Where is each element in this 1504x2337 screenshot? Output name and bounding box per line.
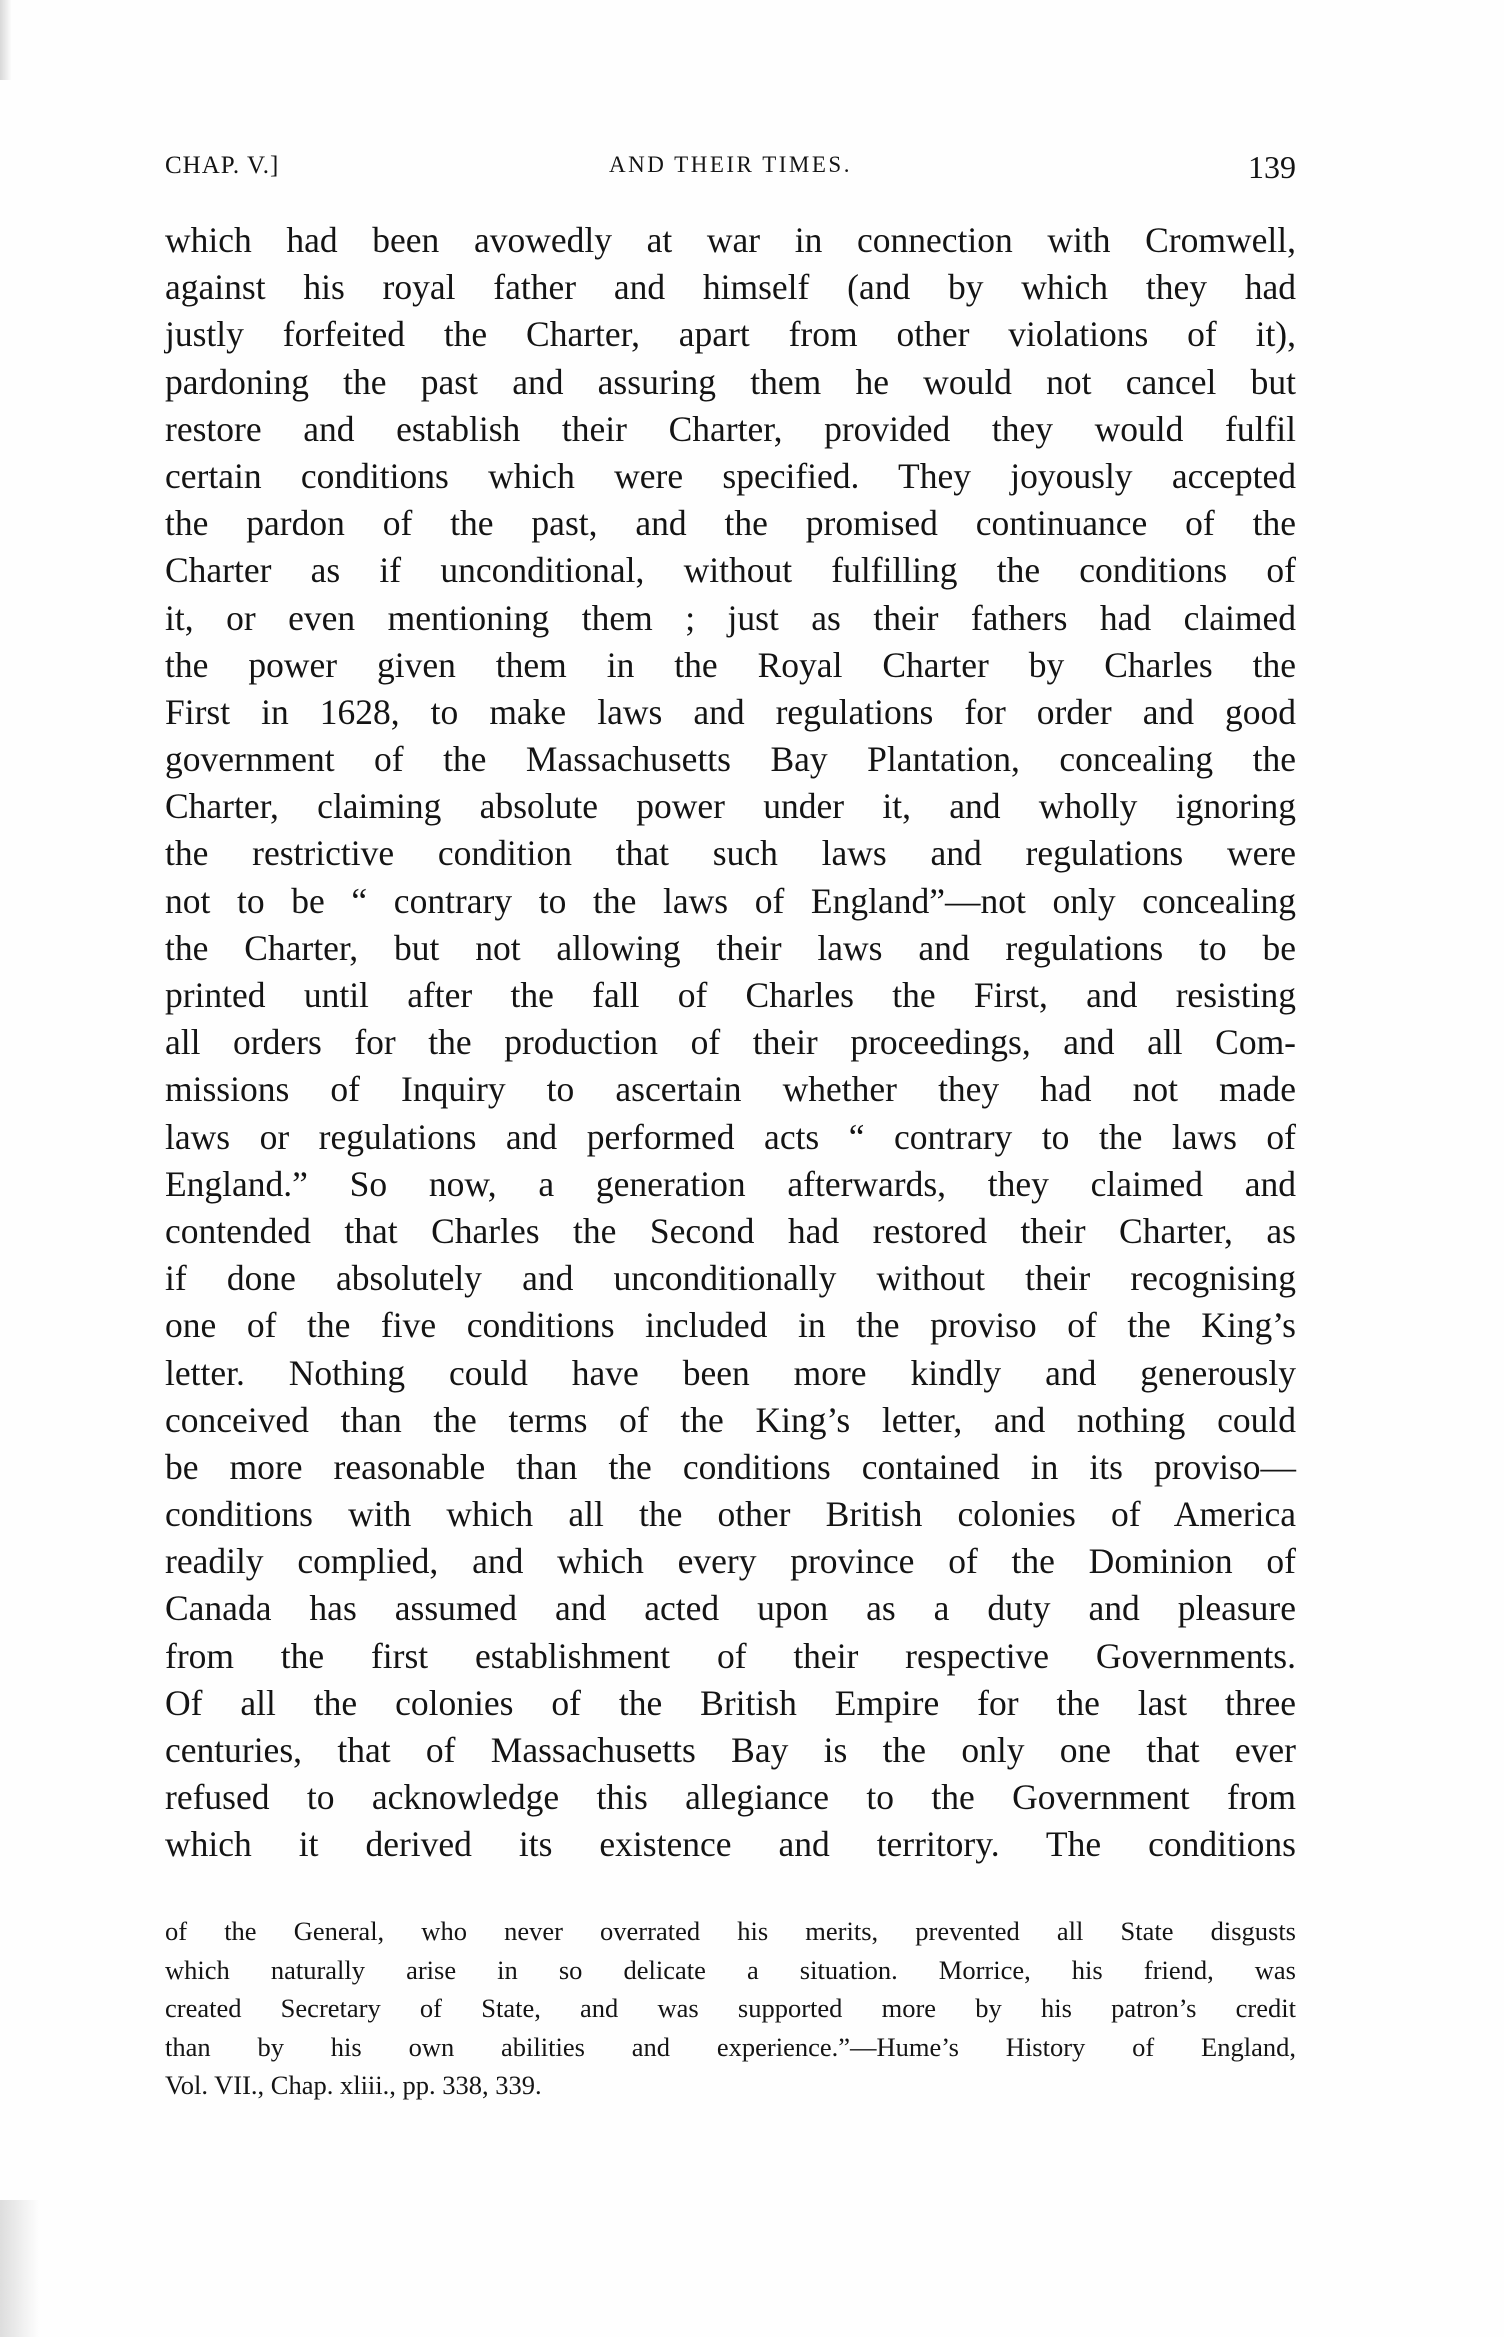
running-head bbox=[165, 149, 1296, 192]
footnote-line: created Secretary of State, and was supported more by his patron’s credit bbox=[165, 1993, 1296, 2024]
scan-edge-shadow-bottom bbox=[0, 2200, 40, 2337]
body-line: Charter, claiming absolute power under it, and wholly ignoring bbox=[165, 786, 1296, 827]
body-line: readily complied, and which every province of the Dominion of bbox=[165, 1541, 1296, 1582]
body-text bbox=[165, 217, 1296, 1869]
body-line: conceived than the terms of the King’s letter, and nothing could bbox=[165, 1399, 1296, 1440]
body-line: missions of Inquiry to ascertain whether they had not made bbox=[165, 1069, 1296, 1110]
body-line: from the first establishment of their respective Governments. bbox=[165, 1635, 1296, 1676]
body-line: one of the five conditions included in the proviso of the King’s bbox=[165, 1305, 1296, 1346]
body-line: which had been avowedly at war in connection with Cromwell, bbox=[165, 220, 1296, 260]
body-line: contended that Charles the Second had restored their Charter, as bbox=[165, 1210, 1296, 1251]
body-line: Canada has assumed and acted upon as a duty and pleasure bbox=[165, 1588, 1296, 1629]
body-line: all orders for the production of their proceedings, and all Com- bbox=[165, 1022, 1296, 1063]
body-line: the Charter, but not allowing their laws and regulations to be bbox=[165, 927, 1296, 968]
body-line: England.” So now, a generation afterwards, they claimed and bbox=[165, 1163, 1296, 1204]
body-line: First in 1628, to make laws and regulations for order and good bbox=[165, 691, 1296, 732]
body-line: against his royal father and himself (and by which they had bbox=[165, 267, 1296, 308]
body-line: printed until after the fall of Charles the First, and resisting bbox=[165, 975, 1296, 1015]
body-line: refused to acknowledge this allegiance to the Government from bbox=[165, 1777, 1296, 1818]
footnote bbox=[165, 1912, 1296, 2105]
chapter-label: CHAP. V.] bbox=[165, 152, 280, 179]
body-line: pardoning the past and assuring them he would not cancel but bbox=[165, 361, 1296, 402]
scan-edge-shadow-top bbox=[0, 0, 12, 80]
footnote-line: than by his own abilities and experience.”—Hume’s History of England, bbox=[165, 2031, 1296, 2062]
body-line: not to be “ contrary to the laws of England”—not only concealing bbox=[165, 880, 1296, 921]
body-line: letter. Nothing could have been more kindly and generously bbox=[165, 1352, 1296, 1393]
body-line: conditions with which all the other British colonies of America bbox=[165, 1494, 1296, 1535]
footnote-line: which naturally arise in so delicate a situation. Morrice, his friend, was bbox=[165, 1954, 1296, 1985]
body-line: certain conditions which were specified. They joyously accepted bbox=[165, 455, 1296, 496]
body-line: Charter as if unconditional, without fulfilling the conditions of bbox=[165, 550, 1296, 591]
body-line: the power given them in the Royal Charter by Charles the bbox=[165, 644, 1296, 685]
body-line: which it derived its existence and territory. The conditions bbox=[165, 1824, 1296, 1865]
body-line: centuries, that of Massachusetts Bay is the only one that ever bbox=[165, 1730, 1296, 1770]
body-line: restore and establish their Charter, provided they would fulfil bbox=[165, 408, 1296, 449]
body-line: it, or even mentioning them ; just as their fathers had claimed bbox=[165, 597, 1296, 638]
body-line: justly forfeited the Charter, apart from other violations of it), bbox=[165, 314, 1296, 355]
body-line: if done absolutely and unconditionally without their recognising bbox=[165, 1258, 1296, 1299]
body-line: Of all the colonies of the British Empire for the last three bbox=[165, 1682, 1296, 1723]
body-line: the restrictive condition that such laws and regulations were bbox=[165, 833, 1296, 874]
body-line: laws or regulations and performed acts “ contrary to the laws of bbox=[165, 1116, 1296, 1157]
footnote-line: Vol. VII., Chap. xliii., pp. 338, 339. bbox=[165, 2070, 542, 2101]
body-line: the pardon of the past, and the promised continuance of the bbox=[165, 503, 1296, 544]
body-line: be more reasonable than the conditions contained in its proviso— bbox=[165, 1446, 1296, 1487]
body-line: government of the Massachusetts Bay Plantation, concealing the bbox=[165, 739, 1296, 780]
footnote-line: of the General, who never overrated his merits, prevented all State disgusts bbox=[165, 1916, 1296, 1946]
running-title: AND THEIR TIMES. bbox=[609, 152, 852, 177]
page-number: 139 bbox=[1248, 149, 1296, 185]
